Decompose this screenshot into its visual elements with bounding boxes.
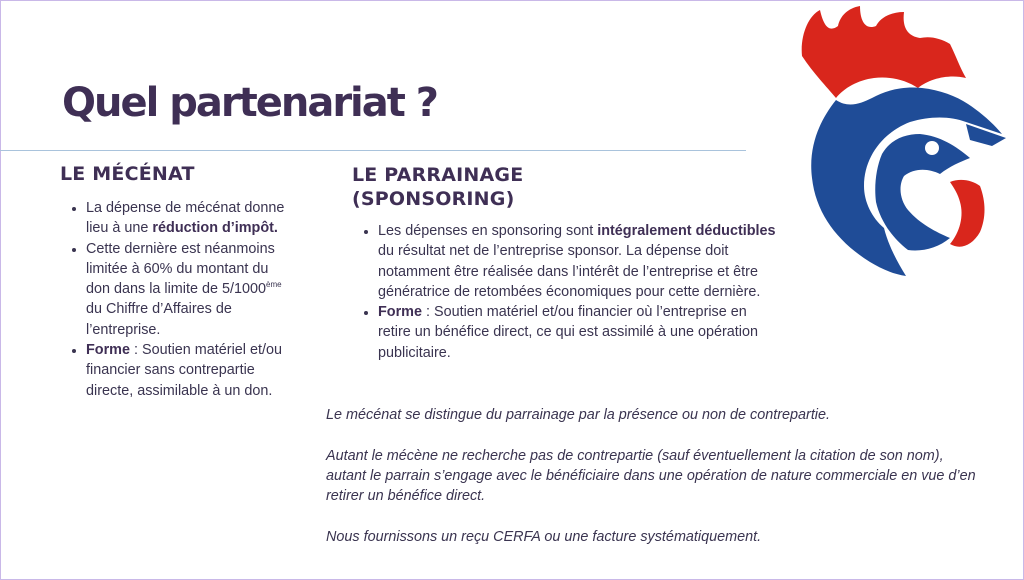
list-item: • Les dépenses en sponsoring sont intégralement déductibles du résultat net de l’entreprise sponsor. La dépense doit notamment être réalisée dans l’intérêt de l’entreprise et être génératrice de retombées économiques pour cette dernière. bbox=[378, 221, 778, 302]
slide-title: Quel partenariat ? bbox=[62, 80, 437, 126]
list-item: • Cette dernière est néanmoins limitée à 60% du montant du don dans la limite de 5/1000ème du Chiffre d’Affaires de l’entreprise. bbox=[86, 239, 296, 340]
title-divider bbox=[0, 150, 746, 151]
note-paragraph: Le mécénat se distingue du parrainage par la présence ou non de contrepartie. bbox=[326, 407, 831, 423]
wattle-shape bbox=[950, 180, 985, 247]
mecenat-list bbox=[66, 198, 296, 401]
list-item: • Forme : Soutien matériel et/ou financier sans contrepartie directe, assimilable à un don. bbox=[86, 340, 296, 401]
list-item: • Forme : Soutien matériel et/ou financier où l’entreprise en retire un bénéfice direct, ce qui est assimilé à une opération publicitaire. bbox=[378, 302, 778, 363]
notes-block bbox=[326, 405, 986, 567]
note-paragraph: Nous fournissons un reçu CERFA ou une facture systématiquement. bbox=[326, 528, 762, 545]
parrainage-list bbox=[358, 221, 778, 363]
note-paragraph: Autant le mécène ne recherche pas de contrepartie (sauf éventuellement la citation de son nom), autant le parrain s’engage avec le bénéficiaire dans une opération de nature commerciale en vue d’en retirer un bénéfice direct. bbox=[326, 447, 976, 505]
comb-shape bbox=[802, 6, 966, 98]
rooster-logo-icon bbox=[780, 6, 1010, 278]
list-item: • La dépense de mécénat donne lieu à une réduction d’impôt. bbox=[86, 198, 296, 239]
cheek-shape bbox=[875, 134, 970, 251]
parrainage-heading: LE PARRAINAGE (SPONSORING) bbox=[352, 164, 524, 210]
mecenat-heading: LE MÉCÉNAT bbox=[60, 163, 195, 185]
eye-icon bbox=[925, 141, 939, 155]
